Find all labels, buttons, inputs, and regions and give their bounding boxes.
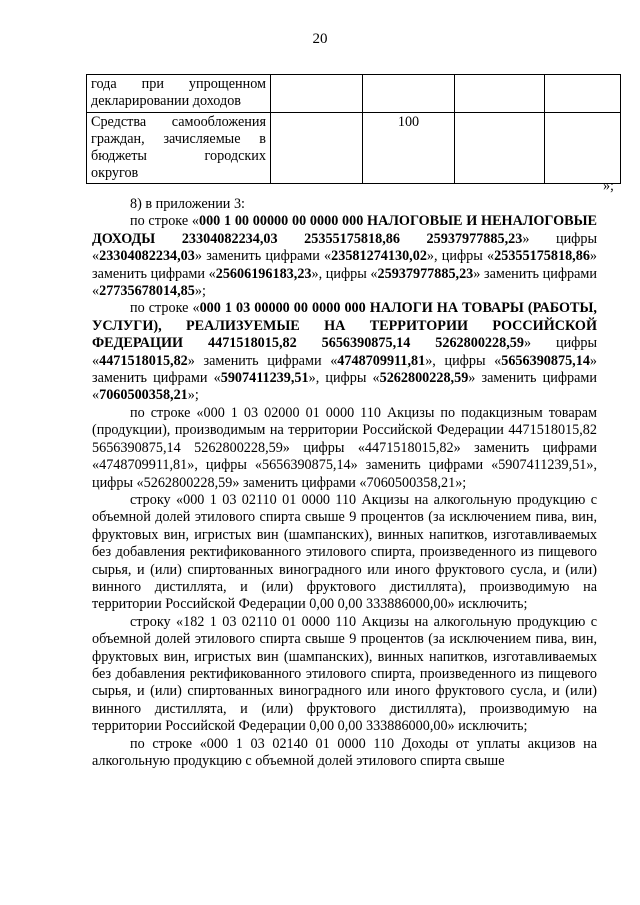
text-span: » цифры « bbox=[92, 335, 597, 369]
bold-span: 7060500358,21 bbox=[99, 387, 188, 404]
text-span: », цифры « bbox=[311, 265, 378, 282]
text-span: » заменить цифрами « bbox=[187, 352, 338, 369]
bold-span: 4471518015,82 bbox=[99, 352, 188, 369]
bold-span: 5907411239,51 bbox=[220, 370, 309, 387]
table-cell-description bbox=[87, 75, 271, 113]
table-cell-value: 100 bbox=[363, 113, 455, 184]
table-cell-value bbox=[363, 75, 455, 113]
text-span: », цифры « bbox=[426, 248, 495, 265]
revenue-table-fragment bbox=[86, 74, 621, 184]
table-cell-value bbox=[545, 113, 621, 184]
bold-span: 23581274130,02 bbox=[331, 248, 427, 265]
bold-span: 000 1 00 00000 00 0000 000 НАЛОГОВЫЕ И НЕНАЛОГОВЫЕ ДОХОДЫ 23304082234,03 25355175818,86 25937977885,23 bbox=[92, 213, 597, 247]
bold-span: 5656390875,14 bbox=[501, 352, 590, 369]
text-span: » заменить цифрами « bbox=[92, 370, 597, 404]
text-span: по строке « bbox=[130, 300, 200, 317]
text-span: » заменить цифрами « bbox=[92, 352, 597, 387]
bold-span: 4748709911,81 bbox=[337, 352, 426, 369]
item-8-intro: 8) в приложении 3: bbox=[130, 196, 245, 212]
bold-span: 5262800228,59 bbox=[379, 370, 469, 387]
bold-span: 25937977885,23 bbox=[377, 265, 474, 282]
text-span: по строке « bbox=[130, 213, 199, 230]
table-cell-line: Средства самообложения bbox=[91, 114, 266, 130]
text-span: »; bbox=[187, 387, 199, 404]
paragraph-alcohol-excise-income: по строке «000 1 03 02140 01 0000 110 Доходы от уплаты акцизов на алкогольную продукцию с объемной долей этилового спирта свыше bbox=[92, 735, 597, 769]
text-span: »; bbox=[194, 283, 206, 300]
paragraph-excise-taxes: по строке «000 1 03 02000 01 0000 110 Акцизы по подакцизным товарам (продукции), производимым на территории Российской Федерации 4471518015,82 5656390875,14 5262800228,59» цифры «4471518015,82» заменить цифрами «4748709911,81», цифры «5656390875,14» заменить цифрами «5907411239,51», цифры «5262800228,59» заменить цифрами «7060500358,21»; bbox=[92, 404, 597, 491]
table-row bbox=[87, 75, 621, 113]
table-cell-line: декларировании доходов bbox=[91, 93, 241, 109]
table-cell-line: округов bbox=[91, 165, 139, 181]
text-span: » заменить цифрами « bbox=[194, 248, 332, 265]
table-close-mark: »; bbox=[602, 178, 614, 194]
table-cell-line: граждан, зачисляемые в bbox=[91, 131, 266, 147]
table-cell-value bbox=[545, 75, 621, 113]
bold-span: 25606196183,23 bbox=[215, 265, 312, 282]
paragraph-alcohol-excise-000: строку «000 1 03 02110 01 0000 110 Акцизы на алкогольную продукцию с объемной долей этилового спирта свыше 9 процентов (за исключением пива, вин, фруктовых вин, игристых вин (шампанских), винных напитков, изготавливаемых без добавления ректификованного этилового спирта, произведенного из пищевого сырья, и (или) спиртованных виноградного или иного фруктового сусла, и (или) винного дистиллята, и (или) фруктового дистиллята), производимую на территории Российской Федерации 0,00 0,00 333886000,00» исключить; bbox=[92, 491, 597, 613]
table-cell-line: года при упрощенном bbox=[91, 76, 266, 92]
table-row bbox=[87, 113, 621, 184]
table-cell-description bbox=[87, 113, 271, 184]
bold-span: 25355175818,86 bbox=[494, 248, 590, 265]
text-span: », цифры « bbox=[425, 352, 502, 369]
paragraph-alcohol-excise-182: строку «182 1 03 02110 01 0000 110 Акцизы на алкогольную продукцию с объемной долей этилового спирта свыше 9 процентов (за исключением пива, вин, фруктовых вин, игристых вин (шампанских), винных напитков, изготавливаемых без добавления ректификованного этилового спирта, произведенного из пищевого сырья, и (или) спиртованных виноградного или иного фруктового сусла, и (или) винного дистиллята, и (или) фруктового дистиллята), производимую на территории Российской Федерации 0,00 0,00 333886000,00» исключить; bbox=[92, 613, 597, 735]
paragraph-total-revenue bbox=[92, 213, 597, 300]
page-number: 20 bbox=[312, 31, 328, 47]
table-cell-value bbox=[271, 113, 363, 184]
table-cell-value bbox=[271, 75, 363, 113]
bold-span: 23304082234,03 bbox=[99, 248, 195, 265]
table-cell-line: бюджеты городских bbox=[91, 148, 266, 164]
table-cell-value bbox=[455, 113, 545, 184]
table-cell-value bbox=[455, 75, 545, 113]
text-span: » цифры « bbox=[92, 230, 597, 265]
paragraph-goods-taxes bbox=[92, 300, 597, 404]
bold-span: 000 1 03 00000 00 0000 000 НАЛОГИ НА ТОВАРЫ (РАБОТЫ, УСЛУГИ), РЕАЛИЗУЕМЫЕ НА ТЕРРИТОРИИ РОССИЙСКОЙ ФЕДЕРАЦИИ 4471518015,82 5656390875,14 5262800228,59 bbox=[92, 300, 597, 352]
text-span: » заменить цифрами « bbox=[92, 265, 597, 300]
text-span: » заменить цифрами « bbox=[92, 248, 597, 282]
text-span: », цифры « bbox=[308, 370, 380, 387]
bold-span: 27735678014,85 bbox=[99, 283, 195, 300]
amendment-text bbox=[92, 196, 597, 770]
